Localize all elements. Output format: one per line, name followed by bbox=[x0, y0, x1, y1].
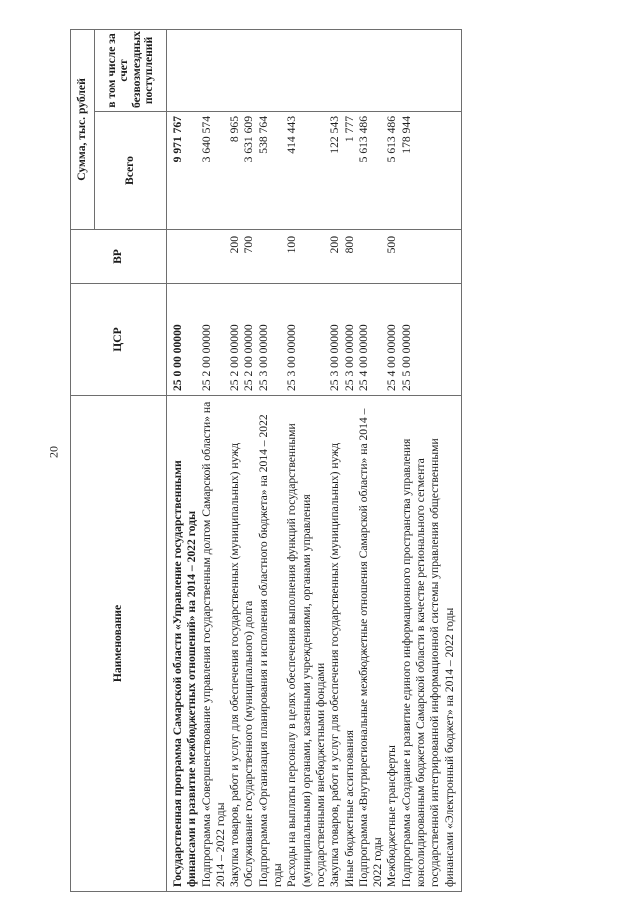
cell-name: Закупка товаров, работ и услуг для обеспечения государственных (муниципальных) нужд bbox=[328, 396, 342, 892]
cell-subsidy bbox=[343, 29, 357, 111]
header-name: Наименование bbox=[71, 396, 167, 892]
header-total: Всего bbox=[95, 112, 167, 230]
cell-subsidy bbox=[242, 29, 256, 111]
cell-name: Иные бюджетные ассигнования bbox=[343, 396, 357, 892]
cell-name: Межбюджетные трансферты bbox=[385, 396, 399, 892]
header-subsidy: в том числе за счет безвозмездных поступлений bbox=[95, 29, 167, 111]
cell-csr: 25 2 00 00000 bbox=[200, 284, 229, 396]
table-row bbox=[285, 29, 328, 891]
cell-vr bbox=[167, 230, 200, 284]
table-row bbox=[357, 29, 386, 891]
cell-subsidy bbox=[167, 29, 200, 111]
cell-csr: 25 3 00 00000 bbox=[285, 284, 328, 396]
cell-vr: 800 bbox=[343, 230, 357, 284]
cell-vr bbox=[200, 230, 229, 284]
cell-name: Обслуживание государственного (муниципального) долга bbox=[242, 396, 256, 892]
table-body bbox=[167, 29, 462, 891]
cell-name: Закупка товаров, работ и услуг для обеспечения государственных (муниципальных) нужд bbox=[228, 396, 242, 892]
cell-total: 122 543 bbox=[328, 112, 342, 230]
table-row bbox=[343, 29, 357, 891]
cell-name: Подпрограмма «Внутрирегиональные межбюджетные отношения Самарской области» на 2014 – 2022 годы bbox=[357, 396, 386, 892]
cell-name: Подпрограмма «Организация планирования и исполнения областного бюджета» на 2014 – 2022 годы bbox=[257, 396, 286, 892]
cell-csr: 25 2 00 00000 bbox=[228, 284, 242, 396]
cell-vr bbox=[400, 230, 462, 284]
cell-total: 178 944 bbox=[400, 112, 462, 230]
cell-csr: 25 5 00 00000 bbox=[400, 284, 462, 396]
cell-csr: 25 0 00 00000 bbox=[167, 284, 200, 396]
header-sum-group: Сумма, тыс. рублей bbox=[71, 29, 95, 229]
cell-total: 538 764 bbox=[257, 112, 286, 230]
cell-csr: 25 3 00 00000 bbox=[328, 284, 342, 396]
cell-csr: 25 2 00 00000 bbox=[242, 284, 256, 396]
table-row bbox=[400, 29, 462, 891]
cell-subsidy bbox=[385, 29, 399, 111]
cell-csr: 25 4 00 00000 bbox=[385, 284, 399, 396]
cell-total: 5 613 486 bbox=[385, 112, 399, 230]
cell-vr bbox=[257, 230, 286, 284]
cell-subsidy bbox=[357, 29, 386, 111]
cell-name: Расходы на выплаты персоналу в целях обеспечения выполнения функций государственными (муниципальными) органами, казенными учреждениями, органами управления государственными внебюджетными фондами bbox=[285, 396, 328, 892]
cell-subsidy bbox=[285, 29, 328, 111]
cell-total: 8 965 bbox=[228, 112, 242, 230]
table-row bbox=[200, 29, 229, 891]
cell-name: Подпрограмма «Совершенствование управления государственным долгом Самарской области» на 2014 – 2022 годы bbox=[200, 396, 229, 892]
page-number: 20 bbox=[46, 446, 61, 458]
cell-vr: 200 bbox=[328, 230, 342, 284]
cell-vr: 500 bbox=[385, 230, 399, 284]
table-row bbox=[242, 29, 256, 891]
cell-total: 9 971 767 bbox=[167, 112, 200, 230]
cell-name: Подпрограмма «Создание и развитие единого информационного пространства управления консолидированным бюджетом Самарской области в качестве регионального сегмента государственной интегрированной информационной системы управления общественными финансами «Электронный бюджет» на 2014 – 2022 годы bbox=[400, 396, 462, 892]
cell-csr: 25 4 00 00000 bbox=[357, 284, 386, 396]
cell-csr: 25 3 00 00000 bbox=[257, 284, 286, 396]
cell-total: 3 631 609 bbox=[242, 112, 256, 230]
cell-total: 3 640 574 bbox=[200, 112, 229, 230]
cell-subsidy bbox=[228, 29, 242, 111]
budget-table bbox=[70, 29, 462, 892]
cell-vr: 700 bbox=[242, 230, 256, 284]
rotated-page-content bbox=[70, 30, 600, 892]
cell-csr: 25 3 00 00000 bbox=[343, 284, 357, 396]
cell-vr: 200 bbox=[228, 230, 242, 284]
table-row bbox=[328, 29, 342, 891]
table-row bbox=[385, 29, 399, 891]
header-csr: ЦСР bbox=[71, 284, 167, 396]
table-row bbox=[167, 29, 200, 891]
cell-name: Государственная программа Самарской области «Управление государственными финансами и развитие межбюджетных отношений» на 2014 – 2022 годы bbox=[167, 396, 200, 892]
cell-vr: 100 bbox=[285, 230, 328, 284]
cell-total: 414 443 bbox=[285, 112, 328, 230]
header-vr: ВР bbox=[71, 230, 167, 284]
cell-total: 1 777 bbox=[343, 112, 357, 230]
cell-subsidy bbox=[328, 29, 342, 111]
cell-subsidy bbox=[257, 29, 286, 111]
cell-subsidy bbox=[200, 29, 229, 111]
cell-total: 5 613 486 bbox=[357, 112, 386, 230]
table-row bbox=[257, 29, 286, 891]
cell-vr bbox=[357, 230, 386, 284]
cell-subsidy bbox=[400, 29, 462, 111]
table-row bbox=[228, 29, 242, 891]
